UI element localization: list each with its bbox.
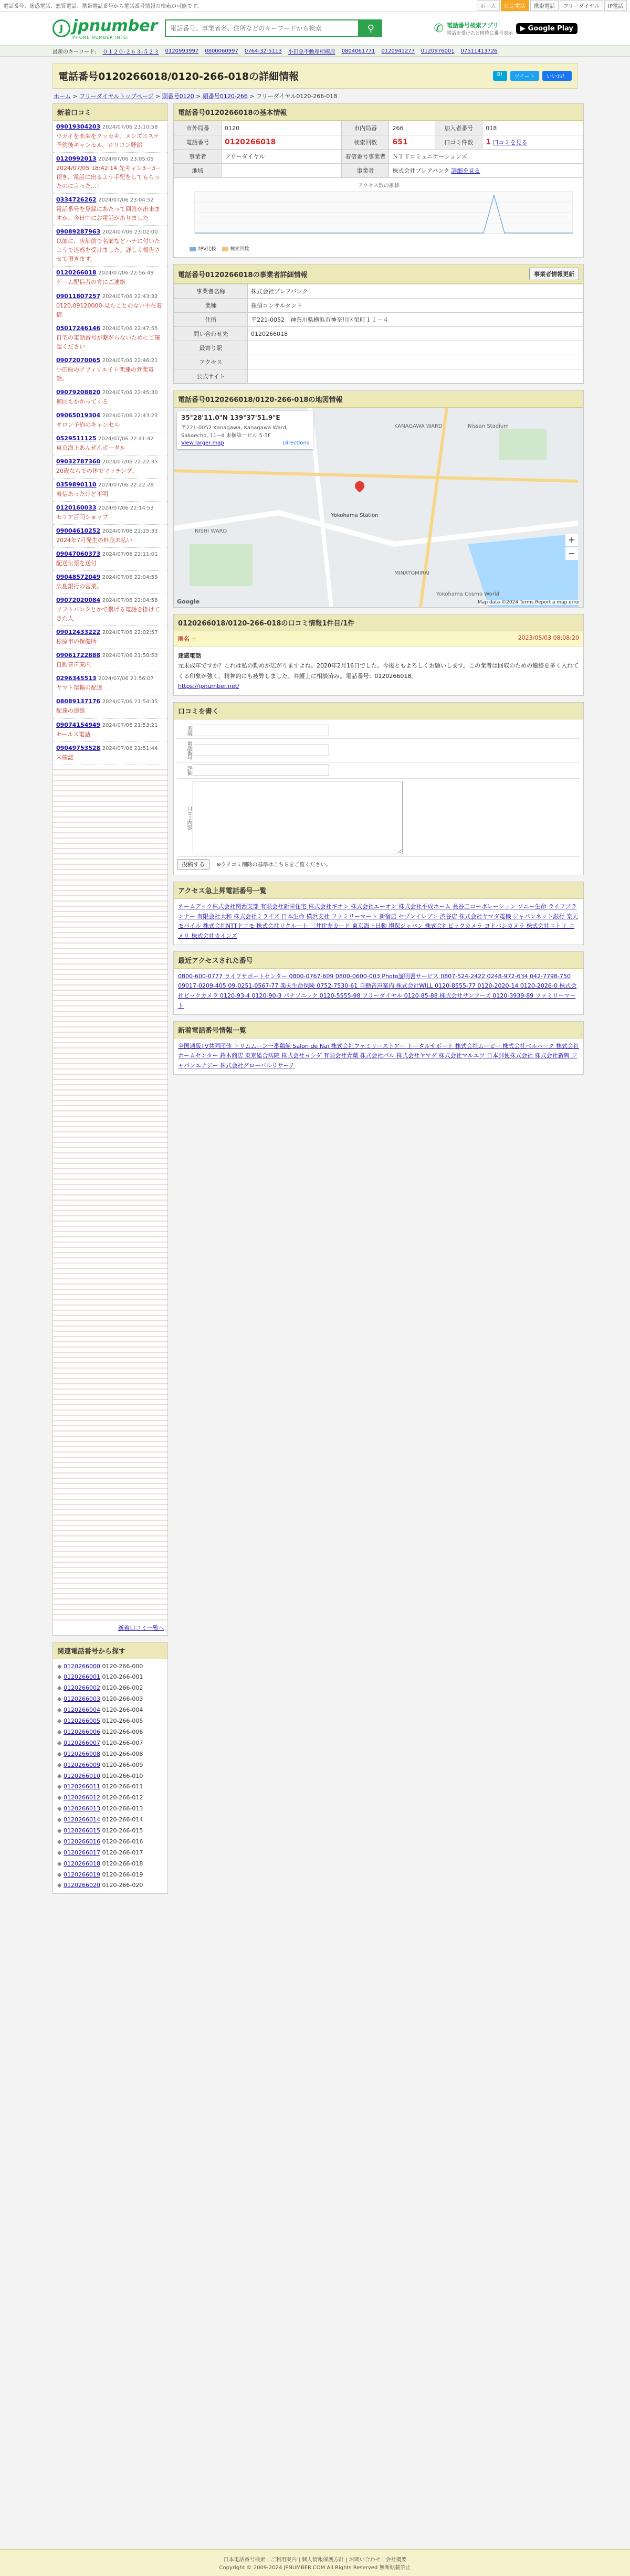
comment-text: サロン予約のキャンセル [56,421,120,428]
related-number-link[interactable]: 0120266001 [63,1673,100,1681]
related-number-item[interactable]: ◆ 0120266006 0120-266-006 [57,1728,143,1735]
related-number-formatted: 0120-266-017 [102,1849,143,1856]
new-info-links[interactable]: 全国通販TV共同団体 トリムムーン一番鶏館 Salon de Nai 株式会社ファミリーストアー トータルサポート 株式会社ムービー 株式会社ベルパーク 株式会社ホームセンター 鈴木商店 東京総合病院 株式会社ヨシダ 有限会社青葉 株式会社パル 株式会社ヤマダ 株式会社マルエツ 日本郵便株式会社 株式会社新興 ジャパンエナジー 株式会社グローバルリサーチ [178,1042,580,1069]
comment-item [53,742,167,765]
comment-number[interactable]: 09012433222 [56,629,101,636]
related-number-link[interactable]: 0120266018 [63,1860,100,1867]
review-body: 元未成年ですか？これは私の勤めが広がりますよね。2020年2月16日でした。今後ともよろしくお願いします。この業者は回収のための連絡を多く入れてくる印象が強く、精神的にも疲弊しました。弁護士に相談済み。電話番号：0120266018。 [178,662,579,680]
related-number-item[interactable]: ◆ 0120266012 0120-266-012 [57,1794,143,1801]
menu-home[interactable]: ホーム [477,0,500,11]
new-info-title: 新着電話番号情報一覧 [174,1022,583,1038]
related-numbers-title: 関連電話番号から探す [53,1642,167,1659]
comment-text: 未確認 [56,754,74,761]
comment-text: ヤマト運輸の配達 [56,684,102,692]
map-coord: 35°28'11.0"N 139°37'51.9"E [181,414,280,421]
comment-number[interactable]: 0359890110 [56,481,97,488]
map-label: Nissan Stadium [468,423,509,429]
site-logo[interactable] [52,17,158,40]
comment-item [53,409,167,432]
recent-keyword[interactable]: 小田急不動産相模原 [288,49,335,55]
comment-item [53,649,167,672]
comment-date: 2024/07/06 22:11:01 [102,552,158,558]
menu-freedial[interactable]: フリーダイヤル [560,0,603,11]
review-date: 2023/05/03 08:08:20 [518,634,579,641]
logo-mark: J [52,19,70,37]
recent-numbers-title: 最近アクセスされた番号 [174,952,583,969]
comment-list [53,121,167,765]
page-title-bar [52,63,578,89]
directions-link[interactable]: Directions [282,440,309,446]
related-number-formatted: 0120-266-002 [102,1684,143,1692]
related-number-item[interactable]: ◆ 0120266001 0120-266-001 [57,1673,143,1681]
recent-keyword[interactable]: 07511413726 [460,48,498,54]
related-number-formatted: 0120-266-001 [102,1673,143,1681]
comment-number[interactable]: 09047060373 [56,550,101,558]
related-number-item[interactable]: ◆ 0120266002 0120-266-002 [57,1684,143,1692]
comment-item [53,626,167,649]
comment-date: 2024/07/06 22:04:59 [102,575,158,581]
map-zoom-controls [565,534,578,560]
map-label: Yokohama Cosmo World [436,591,499,597]
comment-item [53,525,167,548]
related-number-formatted: 0120-266-013 [102,1805,143,1812]
related-number-formatted: 0120-266-000 [102,1662,143,1670]
related-number-formatted: 0120-266-005 [102,1718,143,1725]
phone-icon: ✆ [434,22,444,35]
related-number-link[interactable]: 0120266012 [63,1794,100,1801]
search-input[interactable] [165,19,359,37]
related-number-item[interactable]: ◆ 0120266003 0120-266-003 [57,1695,143,1703]
recent-keyword[interactable]: 0764-32-5113 [244,48,282,54]
comment-item [53,695,167,718]
breadcrumb: ホーム > フリーダイヤルトップページ > 頭番号0120 > 頭番号0120-266 > フリーダイヤル0120-266-018 [54,93,338,100]
map-title: 電話番号0120266018/0120-266-018の地図情報 [174,391,583,408]
related-number-item[interactable]: ◆ 0120266014 0120-266-014 [57,1816,143,1824]
footer [0,2549,630,2576]
review-form-title: 口コミを書く [174,703,583,719]
related-number-item[interactable]: ◆ 0120266010 0120-266-010 [57,1772,143,1779]
recent-numbers-links[interactable]: 0800-600-0777 ライフサポートセンター 0800-0767-609 0800-0600-003 Photo証明書サービス 0807-524-2422 0248-972-634 042-7798-750 09017-0209-405 09-0251-0567-77 楽天生命保険 0752-7530-61 自動音声案内 株式会社WILL 0120-8555-77 0120-2020-14 0120-2026-0 株式会社ビックカメラ 0120-93-4 0120-90-3 パナソニック 0120-5555-98 フリーダイヤル 0120-85-88 株式会社サンフーズ 0120-3939-89 ファミリーマート [178,972,577,1009]
comment-item [53,571,167,594]
map-label: MINATOMIRAI [394,570,430,576]
related-number-formatted: 0120-266-006 [102,1728,143,1735]
comment-item [53,479,167,502]
company-info-box [173,264,584,384]
tweet-button[interactable]: ツイート [510,71,540,81]
related-list [53,1659,167,1894]
comment-number[interactable]: 09072070065 [56,356,101,364]
related-number-formatted: 0120-266-010 [102,1772,143,1779]
comment-item [53,719,167,742]
related-number-formatted: 0120-266-011 [102,1783,143,1790]
recent-keyword[interactable]: 0800060997 [205,48,238,54]
map-label: NISHI WARD [195,528,227,534]
new-comments-title: 新着口コミ [53,104,167,121]
related-number-link[interactable]: 0120266005 [63,1718,100,1725]
related-number-link[interactable]: 0120266009 [63,1761,100,1768]
recent-keywords [0,45,630,57]
comment-item [53,672,167,695]
map-box [173,390,584,608]
update-company-button[interactable]: 事業者情報更新 [529,268,579,280]
phone-input[interactable] [193,745,329,756]
comment-date: 2024/07/06 22:46:21 [102,357,158,364]
header [0,12,630,45]
comment-text: 2024年7月発生の料金未払い [56,537,132,544]
chart-title: アクセス数の推移 [358,183,400,189]
form-note: ※クチコミ削除の基準はこちらをご覧ください。 [216,862,331,868]
review-header [174,631,583,646]
submit-review-button[interactable]: 投稿する [177,859,209,870]
recent-keyword[interactable]: 0120993997 [165,48,199,54]
comment-number[interactable]: 09079208820 [56,388,101,396]
company-info-title: 電話番号0120266018の事業者詳細情報 [178,271,308,279]
comment-number[interactable]: 09032787360 [56,458,101,465]
related-number-formatted: 0120-266-004 [102,1706,143,1714]
comment-text: 以前に、店舗前で名前などハナに付いたようで迷惑を受けました。詳しく報告させて頂きます。 [56,238,160,263]
company-info-table: 事業者名称 株式会社プレアバンク 業種 探偵コンサルタント 住所 〒221-0052 神奈川県横浜市神奈川区栄町１１－４ 問い合わせ先 0120266018 最寄り駅 アクセス 公式サイト [174,284,583,384]
related-number-formatted: 0120-266-012 [102,1794,143,1801]
search-bar [165,19,382,37]
view-larger-map-link[interactable]: View larger map [181,440,224,446]
comment-text: セールス電話 [56,730,91,738]
related-number-item[interactable]: ◆ 0120266000 0120-266-000 [57,1662,143,1670]
related-number-link[interactable]: 0120266020 [63,1882,100,1889]
related-number-link[interactable]: 0120266004 [63,1706,100,1714]
comment-item [53,455,167,479]
comment-date: 2024/07/06 22:56:49 [98,270,154,277]
rating-input[interactable] [193,765,329,776]
logo-text: jpnumber [72,17,158,35]
more-comments-link[interactable]: 新着口コミ一覧へ [118,1624,164,1631]
comment-item [53,432,167,455]
comment-date: 2024/07/06 22:15:33 [102,528,158,535]
zoom-in-button[interactable]: + [565,534,578,546]
comment-number[interactable]: 09019304203 [56,123,101,130]
comment-number[interactable]: 08089137176 [56,698,101,705]
comment-item [53,386,167,409]
comment-text: ゲーム配信者の方にご連絡 [56,279,125,286]
recent-keyword[interactable]: 0120941277 [381,48,415,54]
comment-text: 松原市の保健所 [56,638,97,645]
related-number-link[interactable]: 0120266006 [63,1728,100,1735]
comment-item [53,226,167,267]
breadcrumb-prefix2[interactable]: 頭番号0120-266 [202,93,248,100]
related-number-item[interactable]: ◆ 0120266013 0120-266-013 [57,1805,143,1812]
related-number-item[interactable]: ◆ 0120266007 0120-266-007 [57,1739,143,1746]
comment-date: 2024/07/06 21:53:21 [102,722,158,728]
app-promo[interactable] [434,21,578,36]
comment-date: 2024/07/06 23:02:00 [102,229,158,236]
comment-item [53,322,167,354]
comment-number[interactable]: 09089287963 [56,228,101,236]
related-number-link[interactable]: 0120266017 [63,1849,100,1856]
related-number-item[interactable]: ◆ 0120266020 0120-266-020 [57,1882,143,1889]
zoom-out-button[interactable]: − [565,547,578,560]
comment-text: 東京海上あんぜんポータル [56,444,125,451]
related-number-formatted: 0120-266-019 [102,1871,143,1878]
site-tagline: 電話番号、迷惑電話、悪質電話、携帯電話番号から電話番号情報の検索が可能です。 [3,4,203,9]
comment-number[interactable]: 0120160033 [56,504,97,512]
related-number-link[interactable]: 0120266010 [63,1772,100,1779]
comment-item [53,267,167,290]
comment-number[interactable]: 09048572049 [56,574,101,581]
menu-mobile[interactable]: 携帯電話 [530,0,559,11]
search-icon: ⚲ [367,23,374,34]
map-address: 〒221-0052 Kanagawa, Kanagawa Ward, Sakaecho, 11−4 東横第一ビル 5-3F [181,425,288,439]
related-number-item[interactable]: ◆ 0120266011 0120-266-011 [57,1783,143,1790]
comment-number[interactable]: 09061722888 [56,652,101,659]
comment-number[interactable]: 09049753528 [56,744,101,751]
recent-label: 最新のキーワード: [52,49,97,55]
comment-date: 2024/07/06 21:51:44 [102,745,158,751]
access-title: アクセス急上昇電話番号一覧 [174,882,583,899]
related-number-item[interactable]: ◆ 0120266008 0120-266-008 [57,1750,143,1757]
comment-text: 自宅の電話番号が繋がらないためにご確認ください [56,334,160,350]
related-number-formatted: 0120-266-020 [102,1882,143,1889]
google-logo: Google [177,598,200,605]
comment-date: 2024/07/06 22:04:58 [102,598,158,604]
comment-date: 2024/07/06 23:10:58 [102,124,158,130]
comment-date: 2024/07/06 21:54:35 [102,699,158,705]
comment-item [53,354,167,386]
related-number-formatted: 0120-266-007 [102,1739,143,1746]
comment-number[interactable]: 05017246146 [56,324,101,332]
comment-item [53,153,167,194]
comment-number[interactable]: 09074154949 [56,721,101,728]
breadcrumb-home[interactable]: ホーム [54,93,71,100]
related-number-link[interactable]: 0120266016 [63,1838,100,1845]
name-input[interactable] [193,725,329,736]
map-info-card [177,411,313,449]
map-label: Yokohama Station [331,513,379,518]
related-number-link[interactable]: 0120266014 [63,1816,100,1824]
detail-link[interactable]: 詳細を見る [451,167,480,174]
related-number-link[interactable]: 0120266000 [63,1662,100,1670]
access-links[interactable]: ネームデック株式会社関西支部 有限会社新栄住宅 株式会社ギオン 株式会社エーオン 株式会社平成ホーム 長谷工コーポレーション ソニー生命 ライフプランナー 有限会社大和 株式会社ミライズ 日本生命 横浜支社 ファミリーマート 新宿店 セブンイレブン 渋谷店 株式会社ヤマダ電機 ジャパンネット銀行 楽天モバイル 株式会社NTTドコモ 株式会社リクルート 三井住友カード 東京海上日動 損保ジャパン 株式会社ビックカメラ ヨドバシカメラ 株式会社ニトリ コメリ 株式会社カインズ [178,903,578,940]
comment-date: 2024/07/06 22:22:28 [98,482,154,488]
review-box [173,614,584,696]
breadcrumb-prefix[interactable]: 頭番号0120 [162,93,194,100]
related-number-formatted: 0120-266-015 [102,1827,143,1834]
comment-text: 自動音声案内 [56,661,91,669]
map-label: KANAGAWA WARD [394,423,443,429]
related-number-link[interactable]: 0120266007 [63,1739,100,1746]
comment-number[interactable]: 09072020084 [56,597,101,604]
related-number-formatted: 0120-266-018 [102,1860,143,1867]
related-number-link[interactable]: 0120266002 [63,1684,100,1692]
search-button[interactable] [359,19,382,37]
page-title: 電話番号0120266018/0120-266-018の詳細情報 [58,71,299,82]
comment-date: 2024/07/06 23:04:52 [98,197,154,204]
review-link[interactable]: 口コミを見る [492,139,528,146]
recent-numbers-box [173,951,584,1015]
related-number-formatted: 0120-266-008 [102,1750,143,1757]
breadcrumb-freedial[interactable]: フリーダイヤルトップページ [79,93,154,100]
like-button[interactable]: いいね！ [542,71,572,81]
review-title: 0120266018/0120-266-018の口コミ情報1件目/1件 [174,614,583,631]
related-number-link[interactable]: 0120266013 [63,1805,100,1812]
review-stars: ☆ [191,635,197,642]
comment-item [53,121,167,153]
comment-date: 2024/07/06 21:56:07 [98,676,154,682]
comment-date: 2024/07/06 22:02:57 [102,630,158,636]
comment-text: 配達の連絡 [56,707,85,715]
comment-number[interactable]: 0120992013 [56,155,97,163]
related-number-link[interactable]: 0120266019 [63,1871,100,1878]
new-info-box [173,1021,584,1075]
top-menu [477,0,627,11]
top-bar [0,0,630,12]
recent-keyword[interactable]: ０１２０‐２６３‐５２３ [102,49,159,55]
review-form-box: 口コミを書く 名前 電話番号 評価 口コミ内容 投稿する ※クチコミ削除の基準はこちらをご覧ください。 [173,702,584,875]
comment-number[interactable]: 0529511125 [56,434,97,442]
comment-text: 0120,09120000-見たことのない不在着信 [56,302,162,318]
comment-text: 2024/07/05 18:42:14 先キャン3ー3ー頂き、電話に出るよう手配をしてもらったのに言った…！ [56,165,161,190]
recent-keyword[interactable]: 0804061771 [341,48,375,54]
comment-date: 2024/07/06 22:41:42 [98,436,154,442]
basic-info-table: 市外局番 0120 市内局番 266 加入者番号 018 電話番号 0120266018 検索回数 651 口コミ件数 1 口コミを見る 事業者 フリーダイヤル 着信番号事業者 ＮＴＴコミュニケーションズ 地域 事業者 株式会社プレアバンク 詳細を見る [174,121,583,178]
comment-date: 2024/07/06 22:22:35 [102,459,158,465]
comment-date: 2024/07/06 21:58:53 [102,653,158,659]
related-number-link[interactable]: 0120266003 [63,1695,100,1703]
review-link[interactable]: https://jpnumber.net/ [178,682,239,690]
comment-text: ウガイを未来をクッカキ。メンズエステ予約後キャンセル、ロリコン野郎 [56,133,160,149]
comment-text: 広島銀行の営業。 [56,583,102,590]
comment-text: 配送伝票を送付 [56,560,97,567]
related-number-item[interactable]: ◆ 0120266004 0120-266-004 [57,1706,143,1714]
comment-date: 2024/07/06 22:43:32 [102,293,158,300]
map-view[interactable] [174,408,583,607]
review-type: 迷惑電話 [178,652,201,659]
app-line1: 電話番号検索アプリ [446,22,499,29]
map-credit: Map data ©2024 Terms Report a map error [478,600,580,605]
logo-sub: PHONE NUMBER INFO. [72,35,129,40]
comment-text: セリア百円ショップ [56,514,108,521]
related-number-item[interactable]: ◆ 0120266015 0120-266-015 [57,1827,143,1834]
breadcrumb-current: フリーダイヤル0120-266-018 [256,93,338,100]
comment-list-filler [53,765,167,1620]
comment-item [53,548,167,571]
comment-item [53,194,167,226]
comment-text: 20歳ならでの体でマッチング。 [56,467,138,474]
hatena-button[interactable]: B! [493,71,507,81]
related-numbers-box [52,1642,168,1894]
comment-number[interactable]: 0120266018 [56,269,97,277]
comment-text: 着信あったけど不明 [56,490,108,497]
related-number-formatted: 0120-266-003 [102,1695,143,1703]
related-number-item[interactable]: ◆ 0120266016 0120-266-016 [57,1838,143,1845]
related-number-item[interactable]: ◆ 0120266009 0120-266-009 [57,1761,143,1768]
recent-keyword[interactable]: 0120976001 [421,48,455,54]
related-number-link[interactable]: 0120266011 [63,1783,100,1790]
related-number-link[interactable]: 0120266008 [63,1750,100,1757]
google-play-badge[interactable]: ▶ Google Play [516,23,578,34]
comment-text: 小田原のアフィリエイト関連の営業電話。 [56,366,154,382]
comment-item [53,594,167,626]
comment-number[interactable]: 09004610252 [56,527,101,535]
new-comments-box [52,103,168,1636]
comment-date: 2024/07/06 22:43:23 [102,412,158,419]
comment-text: 何回もかかってくる [56,398,108,405]
app-line2: 電話を受けたと同時に番号表示 [446,30,513,36]
chart-legend: 7PV比較 検索回数 [190,245,578,252]
basic-info-box [173,103,584,258]
related-number-item[interactable]: ◆ 0120266018 0120-266-018 [57,1860,143,1867]
comment-item [53,502,167,525]
comment-textarea[interactable] [193,781,403,854]
comment-text: ソフトバンクとかで繋げる電話を掛けてきた人 [56,606,160,622]
related-number-item[interactable]: ◆ 0120266017 0120-266-017 [57,1849,143,1856]
footer-links[interactable]: 日本電話番号検索 | ご利用案内 | 個人情報保護方針 | お問い合わせ | 会社概要 [223,2557,407,2563]
related-number-item[interactable]: ◆ 0120266005 0120-266-005 [57,1718,143,1725]
comment-text: 電話番号を登録にあたって回答が出来ますか。今日中にお電話がありました [56,206,160,222]
footer-copyright: Copyright © 2009-2024 JPNUMBER.COM All Rights Reserved 無断転載禁止 [219,2565,411,2571]
comment-date: 2024/07/06 22:14:53 [98,505,154,512]
basic-info-title: 電話番号0120266018の基本情報 [174,104,583,121]
related-number-formatted: 0120-266-014 [102,1816,143,1824]
comment-number[interactable]: 09011807257 [56,292,101,300]
related-number-link[interactable]: 0120266015 [63,1827,100,1834]
comment-number[interactable]: 0296345513 [56,675,97,682]
access-box [173,882,584,945]
comment-date: 2024/07/06 23:05:05 [98,156,154,163]
comment-number[interactable]: 0334726262 [56,196,97,204]
access-chart [179,189,578,241]
related-number-formatted: 0120-266-016 [102,1838,143,1845]
comment-date: 2024/07/06 22:45:30 [102,389,158,396]
review-user: 匿名 [178,635,190,642]
comment-item [53,290,167,322]
related-number-formatted: 0120-266-009 [102,1761,143,1768]
menu-ip[interactable]: IP電話 [604,0,627,11]
social-buttons [493,71,572,81]
comment-date: 2024/07/06 22:47:55 [102,325,158,332]
related-number-item[interactable]: ◆ 0120266019 0120-266-019 [57,1871,143,1878]
comment-number[interactable]: 09065019304 [56,411,101,419]
menu-landline[interactable]: 固定電話 [501,0,529,11]
